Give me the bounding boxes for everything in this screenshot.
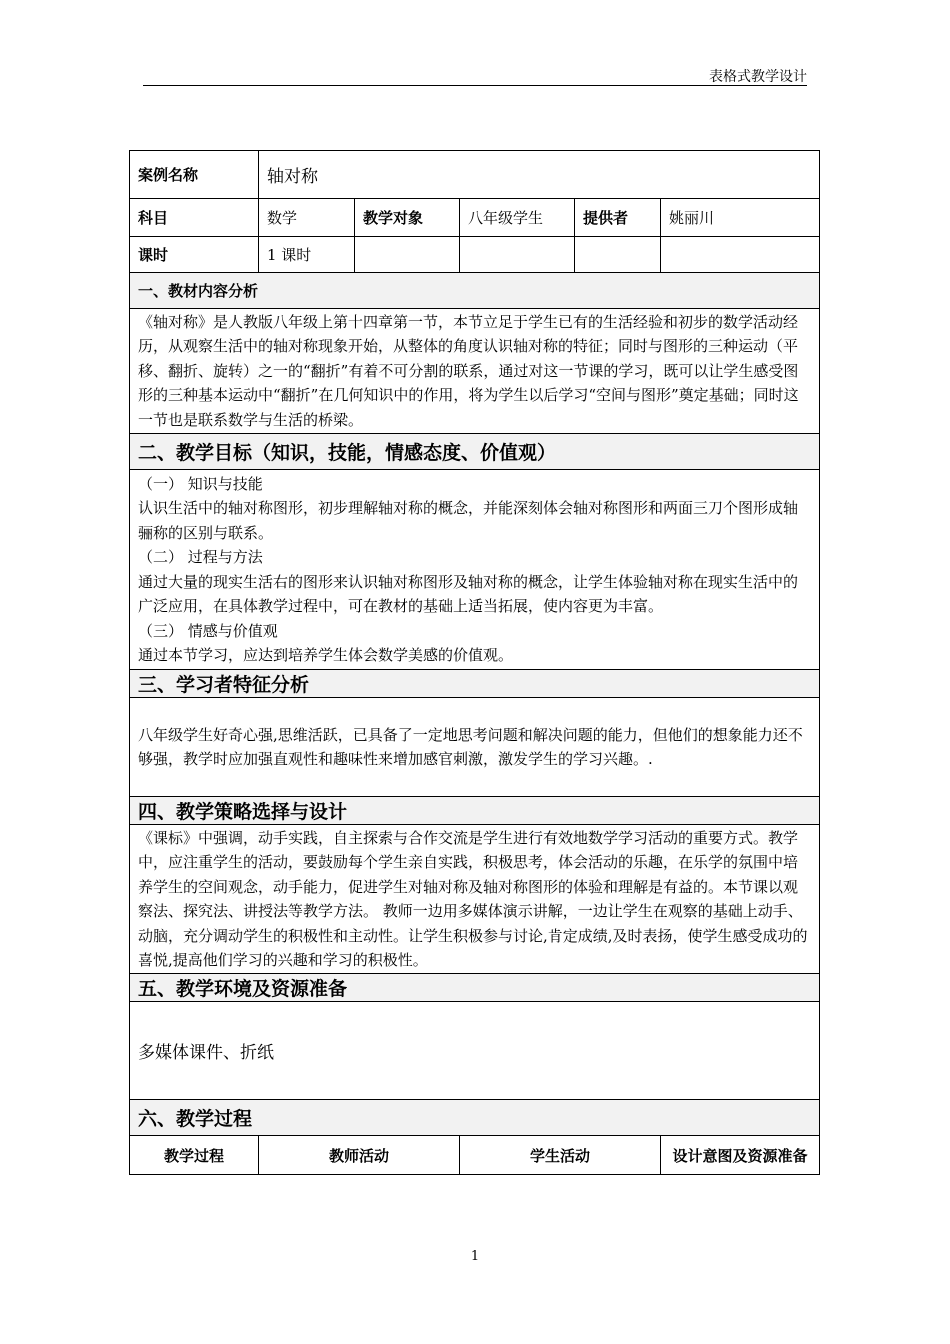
document-header: 表格式教学设计 (709, 69, 807, 85)
subject-value: 数学 (259, 199, 355, 237)
process-header-row (130, 1136, 820, 1175)
section-title: 六、教学过程 (130, 1100, 820, 1136)
section-text: 八年级学生好奇心强,思维活跃，已具备了一定地思考问题和解决问题的能力，但他们的想象能力还不够强，教学时应加强直观性和趣味性来增加感官刺激，激发学生的学习兴趣。. (130, 698, 820, 797)
column-header: 教学过程 (130, 1136, 259, 1175)
section-title: 三、学习者特征分析 (130, 670, 820, 698)
paragraph: 认识生活中的轴对称图形，初步理解轴对称的概念，并能深刻体会轴对称图形和两面三刀个图形成轴骊称的区别与联系。 (138, 499, 799, 542)
section-title: 五、教学环境及资源准备 (130, 974, 820, 1002)
column-header: 教师活动 (259, 1136, 460, 1175)
case-name-label: 案例名称 (130, 151, 259, 199)
page-number: 1 (470, 1249, 480, 1264)
section-body (130, 470, 820, 670)
section-title: 二、教学目标（知识，技能，情感态度、价值观） (130, 434, 820, 470)
section-header-6 (130, 1100, 820, 1136)
paragraph: 通过大量的现实生活右的图形来认识轴对称图形及轴对称的概念，让学生体验轴对称在现实生活中的广泛应用，在具体教学过程中，可在教材的基础上适当拓展，使内容更为丰富。 (138, 572, 799, 615)
section-body-4 (130, 825, 820, 974)
section-title: 一、教材内容分析 (130, 273, 820, 309)
lesson-plan-table (129, 150, 820, 1175)
section-body-2 (130, 470, 820, 670)
section-header-1 (130, 273, 820, 309)
subheading: （一） 知识与技能 (138, 474, 263, 493)
target-label: 教学对象 (355, 199, 460, 237)
case-name-value: 轴对称 (259, 151, 820, 199)
section-header-4 (130, 797, 820, 825)
row-subject (130, 199, 820, 237)
column-header: 学生活动 (460, 1136, 661, 1175)
paragraph: 通过本节学习，应达到培养学生体会数学美感的价值观。 (138, 646, 514, 664)
section-text: 多媒体课件、折纸 (130, 1002, 820, 1100)
hours-label: 课时 (130, 237, 259, 273)
section-header-2 (130, 434, 820, 470)
section-text: 《轴对称》是人教版八年级上第十四章第一节，本节立足于学生已有的生活经验和初步的数学活动经历，从观察生活中的轴对称现象开始，从整体的角度认识轴对称的特征；同时与图形的三种运动（平移、翻折、旋转）之一的“翻折”有着不可分割的联系，通过对这一节课的学习，既可以让学生感受图形的三种基本运动中“翻折”在几何知识中的作用，将为学生以后学习“空间与图形”奠定基础；同时这一节也是联系数学与生活的桥梁。 (130, 309, 820, 434)
row-case-name (130, 151, 820, 199)
provider-label: 提供者 (575, 199, 661, 237)
empty-cell (460, 237, 575, 273)
section-title: 四、教学策略选择与设计 (130, 797, 820, 825)
section-body-3 (130, 698, 820, 797)
section-body-5 (130, 1002, 820, 1100)
empty-cell (661, 237, 820, 273)
section-text: 《课标》中强调，动手实践，自主探索与合作交流是学生进行有效地数学学习活动的重要方式。教学中，应注重学生的活动，要鼓励每个学生亲自实践，积极思考，体会活动的乐趣，在乐学的氛围中培养学生的空间观念，动手能力，促进学生对轴对称及轴对称图形的体验和理解是有益的。本节课以观察法、探究法、讲授法等教学方法。 教师一边用多媒体演示讲解，一边让学生在观察的基础上动手、动脑，充分调动学生的积极性和主动性。让学生积极参与讨论,肯定成绩,及时表扬，使学生感受成功的喜悦,提高他们学习的兴趣和学习的积极性。 (130, 825, 820, 974)
row-hours (130, 237, 820, 273)
header-rule (143, 85, 807, 86)
column-header: 设计意图及资源准备 (661, 1136, 820, 1175)
section-body-1 (130, 309, 820, 434)
section-header-5 (130, 974, 820, 1002)
subheading: （二） 过程与方法 (138, 548, 263, 566)
subheading: （三） 情感与价值观 (138, 621, 278, 640)
provider-value: 姚丽川 (661, 199, 820, 237)
target-value: 八年级学生 (460, 199, 575, 237)
section-header-3 (130, 670, 820, 698)
subject-label: 科目 (130, 199, 259, 237)
hours-value: 1 课时 (259, 237, 355, 273)
empty-cell (355, 237, 460, 273)
empty-cell (575, 237, 661, 273)
